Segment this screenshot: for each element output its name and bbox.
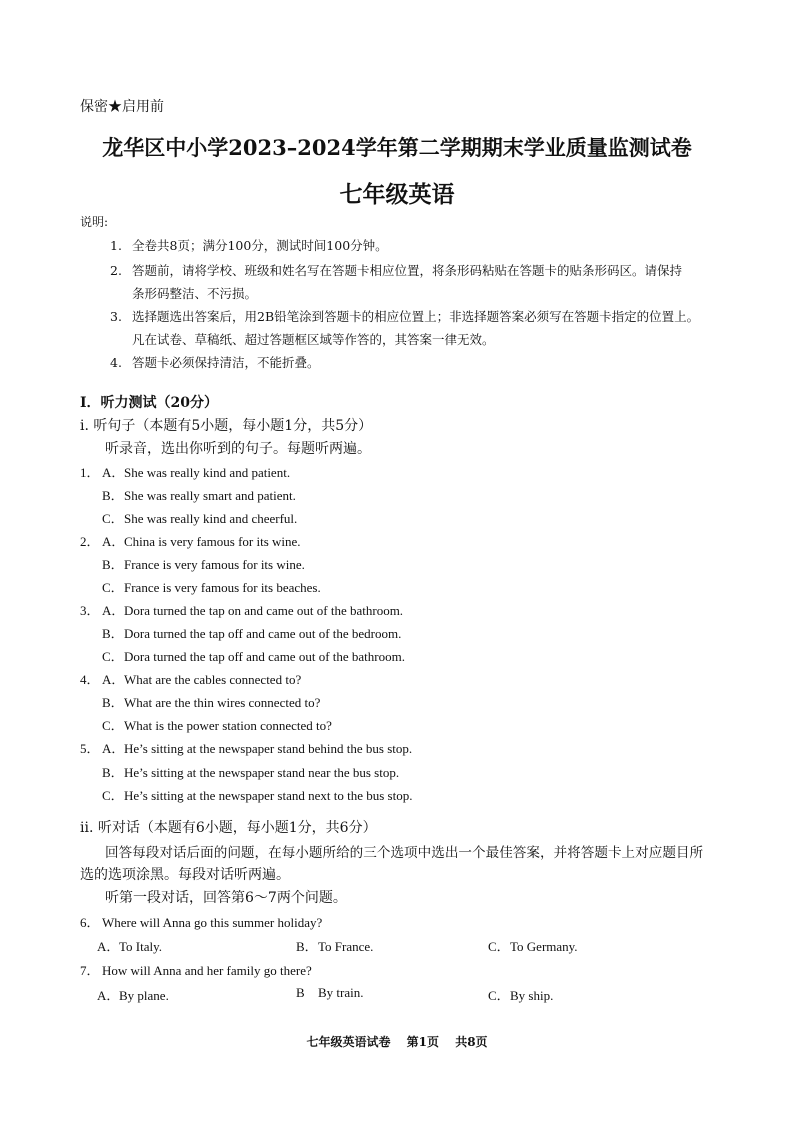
note-number: 2. [110,263,122,278]
option-letter: C． [488,939,510,954]
option-6c [488,936,578,955]
option-letter: B． [102,488,124,503]
note-number: 4. [110,355,122,370]
section-heading-listening: Ⅰ．听力测试（20分） [80,395,219,411]
option-7a [97,985,169,1004]
option-2b [102,554,305,573]
note-text-continued: 条形码整洁、不污损。 [132,286,258,301]
option-7b [296,985,364,1001]
question-number: 4． [80,672,100,687]
option-letter: B． [102,626,124,641]
option-text: What are the thin wires connected to? [124,695,321,710]
option-letter: A． [102,465,125,480]
option-text: What is the power station connected to? [124,718,332,733]
note-item-1 [110,236,388,254]
part-ii-instruction-continued: 选的选项涂黑。每段对话听两遍。 [80,867,290,883]
part-ii-instruction: 回答每段对话后面的问题，在每小题所给的三个选项中选出一个最佳答案，并将答题卡上对应题目所 [105,845,704,861]
option-4b [102,692,320,711]
option-text: Dora turned the tap off and came out of the bathroom. [124,649,405,664]
question-number: 1． [80,465,100,480]
option-text: She was really smart and patient. [124,488,296,503]
question-3 [80,600,403,619]
question-number: 5． [80,741,100,756]
question-text: How will Anna and her family go there? [102,963,312,978]
option-letter: C． [488,988,510,1003]
option-letter: A． [102,741,125,756]
question-1 [80,462,290,481]
option-letter: B． [102,557,124,572]
footer-total-pages: 共8页 [455,1035,488,1049]
option-letter: A． [102,603,125,618]
option-text: China is very famous for its wine. [124,534,301,549]
option-text: He’s sitting at the newspaper stand next to the bus stop. [124,788,413,803]
exam-title: 龙华区中小学2023–2024学年第二学期期末学业质量监测试卷 [102,135,692,160]
part-ii-sub-instruction: 听第一段对话，回答第6～7两个问题。 [105,890,347,906]
option-text: By train. [318,985,364,1000]
option-4c [102,715,332,734]
question-number: 3． [80,603,100,618]
question-number: 2． [80,534,100,549]
note-item-4 [110,353,320,371]
note-number: 3. [110,309,122,324]
option-letter: A． [97,988,120,1003]
question-number: 7． [80,963,100,978]
option-text: She was really kind and cheerful. [124,511,298,526]
note-item-2 [110,261,682,279]
question-7 [80,960,312,979]
option-text: By plane. [119,988,169,1003]
option-letter: B． [102,695,124,710]
note-text: 全卷共8页；满分100分，测试时间100分钟。 [132,238,388,253]
option-letter: B． [296,939,318,954]
option-text: By ship. [510,988,554,1003]
footer-subject: 七年级英语试卷 [306,1035,391,1049]
option-text: France is very famous for its beaches. [124,580,321,595]
option-text: What are the cables connected to? [124,672,302,687]
question-4 [80,669,301,688]
option-text: To Italy. [119,939,163,954]
confidential-label: 保密★启用前 [80,99,164,115]
option-text: To France. [318,939,374,954]
question-5 [80,738,412,757]
option-3c [102,646,405,665]
option-text: She was really kind and patient. [124,465,291,480]
question-6 [80,912,322,931]
option-letter: C． [102,649,124,664]
note-item-3 [110,307,699,325]
note-text-continued: 凡在试卷、草稿纸、超过答题框区域等作答的，其答案一律无效。 [132,332,495,347]
option-text: Dora turned the tap on and came out of the bathroom. [124,603,404,618]
option-letter: B [296,985,305,1000]
option-letter: B． [102,765,124,780]
option-text: Dora turned the tap off and came out of the bedroom. [124,626,402,641]
page-footer [0,1033,794,1050]
option-letter: A． [97,939,120,954]
notes-label: 说明: [80,215,109,229]
part-i-heading: i. 听句子（本题有5小题，每小题1分，共5分） [80,418,373,434]
note-text: 答题卡必须保持清洁，不能折叠。 [132,355,320,370]
note-text: 选择题选出答案后，用2B铅笔涂到答题卡的相应位置上；非选择题答案必须写在答题卡指定的位置上。 [132,309,700,324]
option-letter: C． [102,580,124,595]
question-2 [80,531,301,550]
option-5b [102,762,399,781]
note-text: 答题前，请将学校、班级和姓名写在答题卡相应位置，将条形码粘贴在答题卡的贴条形码区。请保持 [132,263,683,278]
part-i-instruction: 听录音，选出你听到的句子。每题听两遍。 [105,441,371,457]
note-number: 1. [110,238,122,253]
question-number: 6． [80,915,100,930]
option-text: To Germany. [510,939,578,954]
exam-subtitle: 七年级英语 [339,181,455,208]
option-text: He’s sitting at the newspaper stand near the bus stop. [124,765,400,780]
option-2c [102,577,321,596]
footer-page-number: 第1页 [406,1035,439,1049]
option-1b [102,485,296,504]
option-text: France is very famous for its wine. [124,557,305,572]
option-3b [102,623,401,642]
option-7c [488,985,553,1004]
option-5c [102,785,412,804]
option-letter: C． [102,718,124,733]
option-letter: C． [102,511,124,526]
option-letter: A． [102,672,125,687]
option-letter: C． [102,788,124,803]
option-1c [102,508,297,527]
option-6b [296,936,373,955]
question-text: Where will Anna go this summer holiday? [102,915,323,930]
option-letter: A． [102,534,125,549]
option-text: He’s sitting at the newspaper stand behind the bus stop. [124,741,413,756]
part-ii-heading: ii. 听对话（本题有6小题，每小题1分，共6分） [80,820,377,836]
option-6a [97,936,162,955]
